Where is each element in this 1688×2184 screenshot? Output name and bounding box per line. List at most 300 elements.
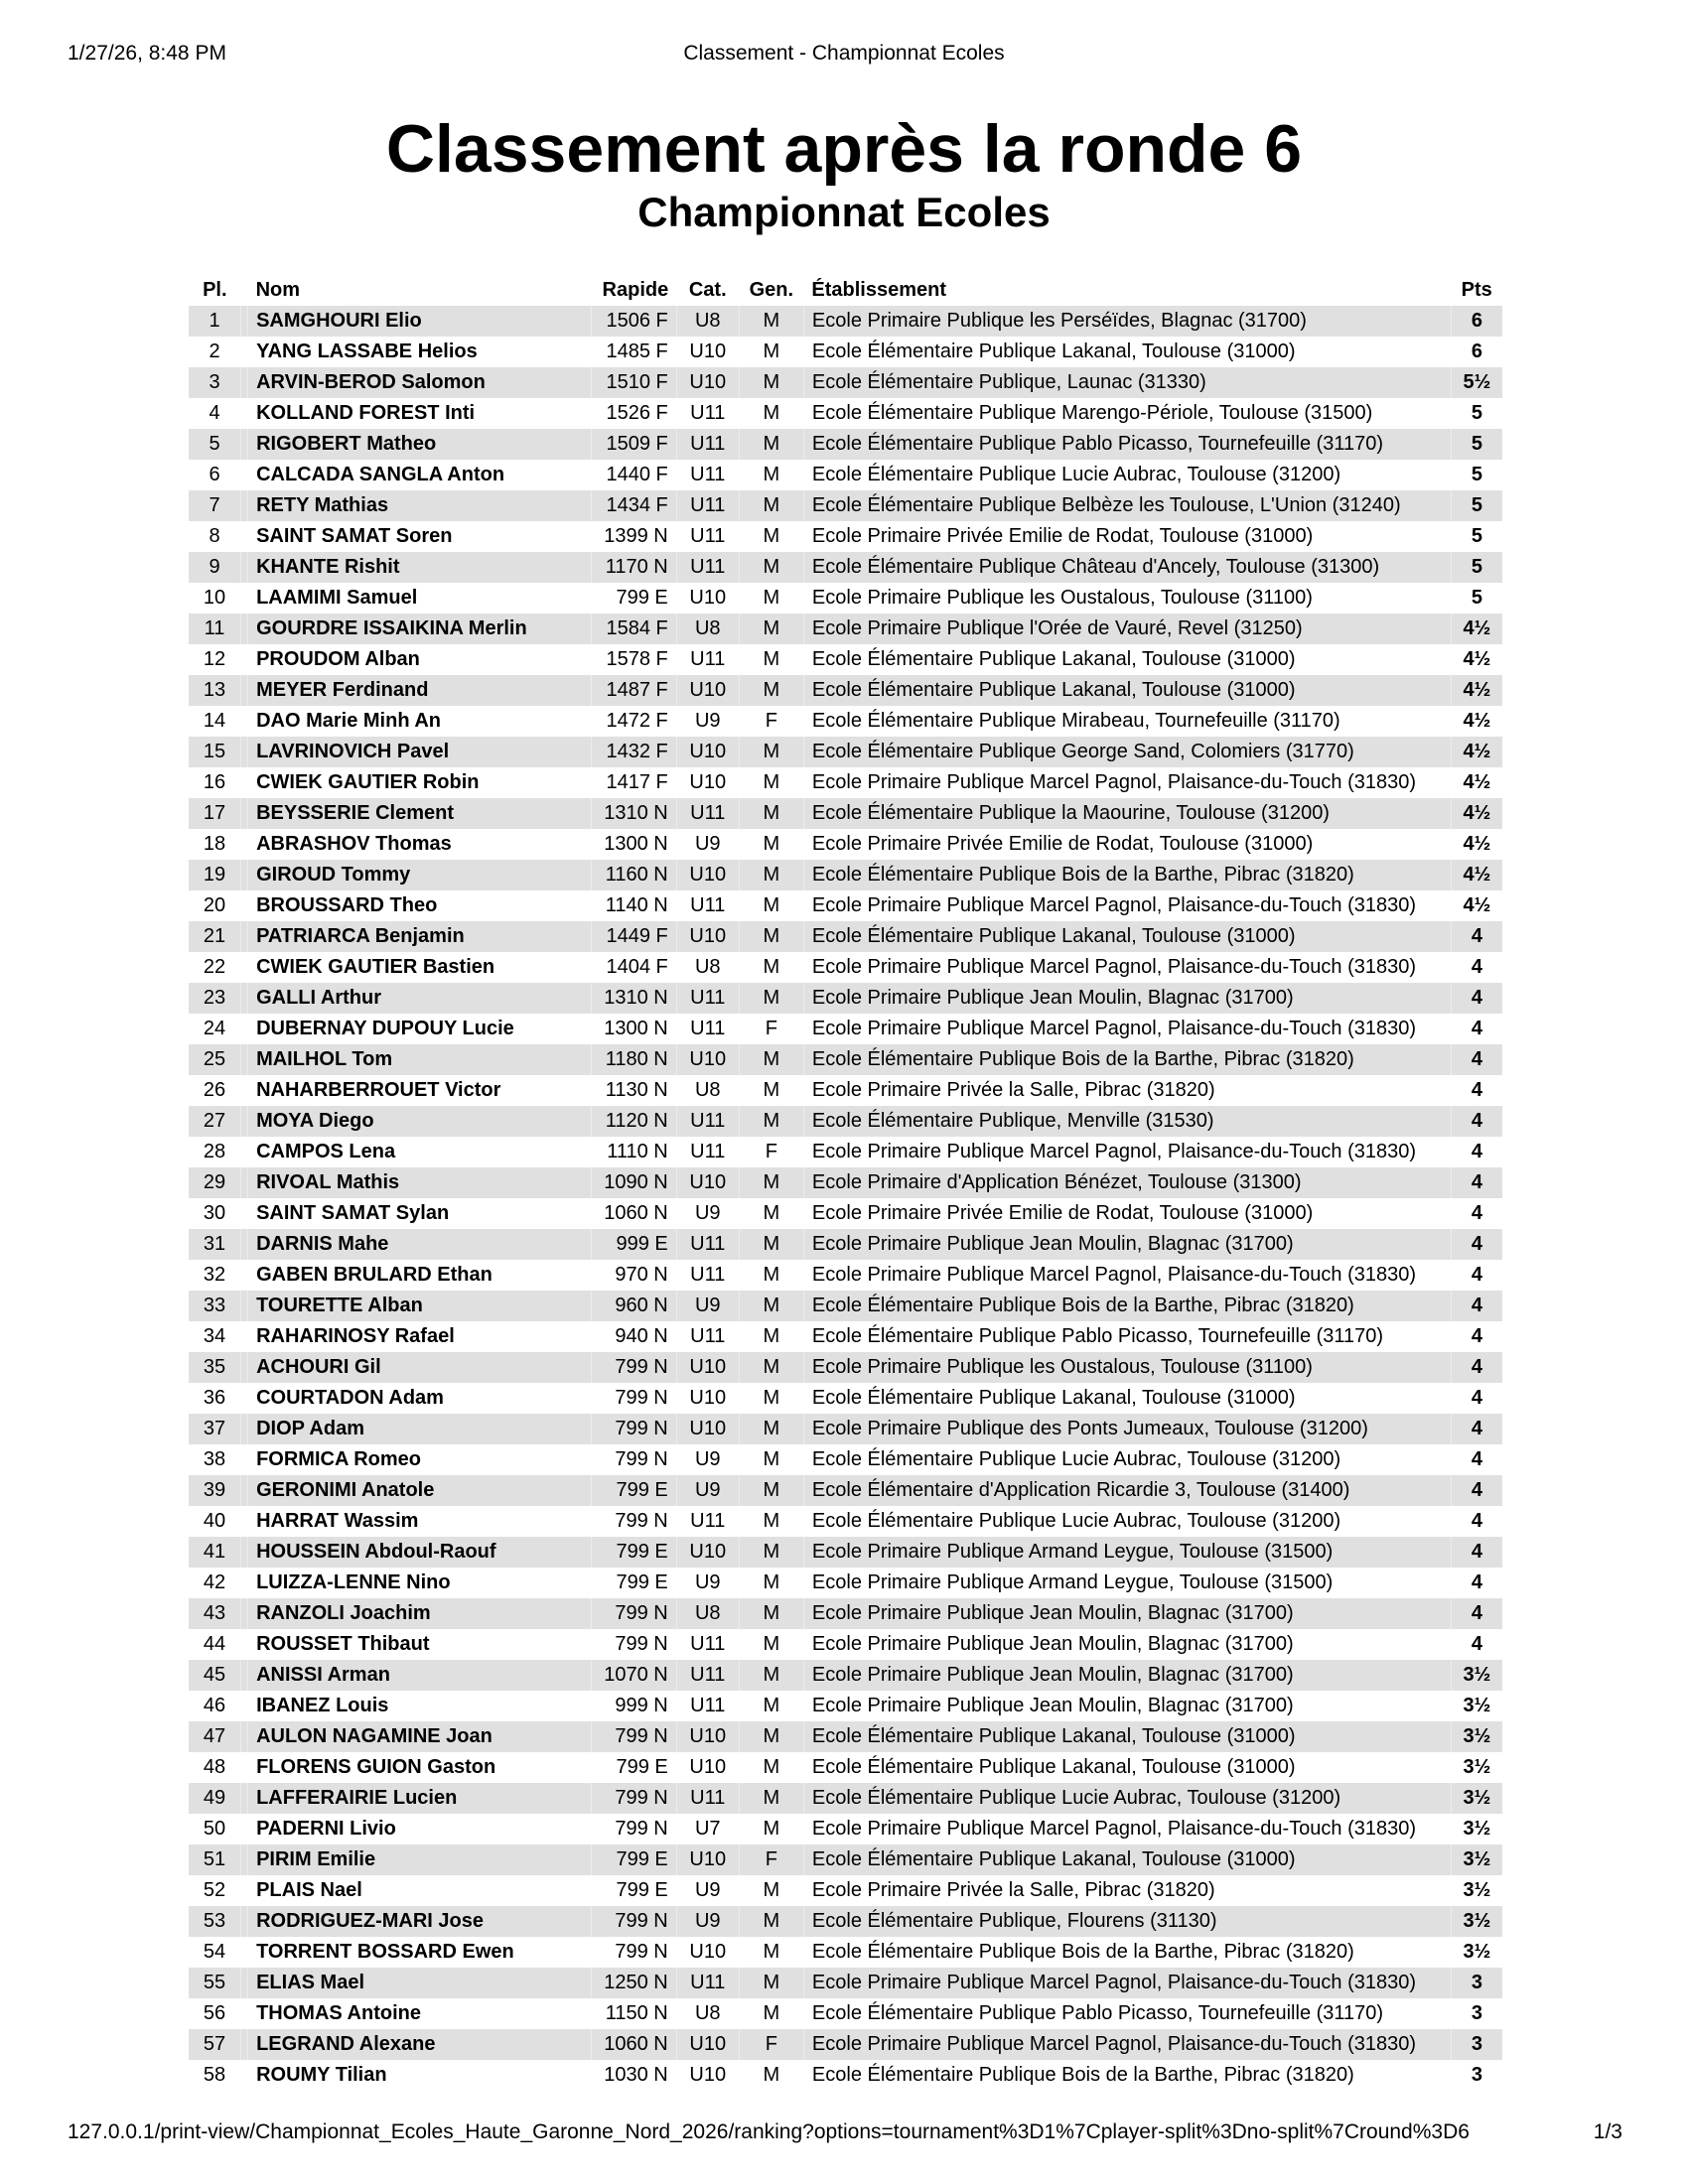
cell-points: 4 [1451,1075,1502,1106]
cell-gender: M [739,490,803,521]
cell-category: U8 [676,614,739,644]
cell-category: U11 [676,644,739,675]
table-row [189,614,1502,644]
cell-gender: M [739,890,803,921]
cell-club: Ecole Primaire Privée la Salle, Pibrac (31820) [803,1875,1451,1906]
cell-gender: M [739,1906,803,1937]
cell-player-name: SAMGHOURI Elio [248,306,592,337]
cell-place: 39 [189,1475,241,1506]
cell-category: U11 [676,798,739,829]
cell-player-name: SAINT SAMAT Soren [248,521,592,552]
cell-rating: 1070 N [591,1660,676,1691]
cell-rating: 1404 F [591,952,676,983]
cell-player-name: PROUDOM Alban [248,644,592,675]
cell-place: 22 [203,956,226,978]
cell-points: 4 [1451,1352,1502,1383]
cell-category: U11 [676,1968,739,1998]
cell-points: 4 [1451,1198,1502,1229]
cell-category: U10 [676,1383,739,1414]
cell-points: 4 [1451,952,1502,983]
table-row [189,521,1502,552]
cell-points: 4 [1451,1137,1502,1167]
print-footer-page: 1/3 [1593,2120,1622,2143]
cell-player-name: RETY Mathias [248,490,592,521]
cell-gender: M [739,1414,803,1444]
cell-gender: M [739,1506,803,1537]
cell-club: Ecole Primaire Publique des Ponts Jumeaux, Toulouse (31200) [803,1414,1451,1444]
table-row [189,306,1502,337]
cell-place: 40 [203,1510,226,1532]
cell-title-spacer [241,490,248,521]
cell-place: 8 [209,525,220,547]
cell-category: U9 [676,1444,739,1475]
cell-category: U11 [676,429,739,460]
cell-rating: 799 E [591,1875,676,1906]
cell-category: U11 [676,1106,739,1137]
page-title: Classement après la ronde 6 [385,111,1303,187]
cell-rating: 799 N [591,1444,676,1475]
cell-rating: 1060 N [591,2029,676,2060]
cell-club: Ecole Primaire Publique Marcel Pagnol, Plaisance-du-Touch (31830) [803,1968,1451,1998]
cell-category: U10 [676,367,739,398]
table-row [189,490,1502,521]
cell-player-name: SAINT SAMAT Sylan [248,1198,592,1229]
cell-category: U9 [676,829,739,860]
cell-rating: 1526 F [591,398,676,429]
cell-rating: 1180 N [591,1044,676,1075]
cell-gender: M [739,1629,803,1660]
cell-category: U11 [676,1629,739,1660]
cell-title-spacer [241,429,248,460]
cell-category: U11 [676,1260,739,1291]
cell-place: 56 [203,2002,226,2024]
cell-club: Ecole Élémentaire Publique Lakanal, Toulouse (31000) [803,1383,1451,1414]
cell-club: Ecole Élémentaire Publique Pablo Picasso, Tournefeuille (31170) [803,1998,1451,2029]
cell-title-spacer [241,1229,248,1260]
table-row [189,1229,1502,1260]
cell-category: U11 [676,1014,739,1044]
cell-title-spacer [241,798,248,829]
table-row [189,798,1502,829]
table-header-row [189,274,1502,306]
cell-place: 31 [189,1229,241,1260]
cell-category: U10 [676,1844,739,1875]
cell-gender: M [739,1321,803,1352]
cell-rating: 799 E [591,1844,676,1875]
cell-gender: M [739,1075,803,1106]
cell-club: Ecole Primaire Publique les Perséïdes, Blagnac (31700) [803,306,1451,337]
cell-player-name: ARVIN-BEROD Salomon [248,367,592,398]
cell-gender: M [739,1444,803,1475]
cell-gender: M [739,1229,803,1260]
cell-club: Ecole Primaire Publique Armand Leygue, Toulouse (31500) [803,1568,1451,1598]
cell-gender: M [739,429,803,460]
cell-player-name: TORRENT BOSSARD Ewen [248,1937,592,1968]
cell-gender: M [739,2060,803,2091]
cell-club: Ecole Primaire Publique Marcel Pagnol, Plaisance-du-Touch (31830) [803,1014,1451,1044]
table-row [189,1444,1502,1475]
cell-gender: M [739,583,803,614]
cell-rating: 799 N [591,1629,676,1660]
cell-points: 4 [1451,1167,1502,1198]
cell-points: 5½ [1451,367,1502,398]
cell-club: Ecole Élémentaire Publique Bois de la Barthe, Pibrac (31820) [803,2060,1451,2091]
cell-player-name: MAILHOL Tom [248,1044,592,1075]
cell-category: U10 [676,1937,739,1968]
cell-player-name: GOURDRE ISSAIKINA Merlin [248,614,592,644]
cell-points: 5 [1451,429,1502,460]
cell-category: U10 [676,2060,739,2091]
table-row [189,460,1502,490]
cell-rating: 1030 N [591,2060,676,2091]
cell-points: 5 [1451,460,1502,490]
cell-title-spacer [241,1752,248,1783]
cell-rating: 1060 N [591,1198,676,1229]
cell-points: 4½ [1451,829,1502,860]
cell-category: U9 [676,1198,739,1229]
cell-player-name: HARRAT Wassim [248,1506,592,1537]
cell-points: 4 [1451,1568,1502,1598]
cell-title-spacer [241,1106,248,1137]
cell-title-spacer [241,2060,248,2091]
cell-place: 35 [189,1352,241,1383]
cell-player-name: GERONIMI Anatole [248,1475,592,1506]
table-row [189,921,1502,952]
cell-player-name: COURTADON Adam [248,1383,592,1414]
cell-title-spacer [241,614,248,644]
cell-points: 4½ [1451,614,1502,644]
cell-title-spacer [241,706,248,737]
cell-gender: M [739,860,803,890]
cell-gender: M [739,921,803,952]
table-row [189,1167,1502,1198]
table-row [189,1937,1502,1968]
cell-place: 33 [189,1291,241,1321]
page-subtitle: Championnat Ecoles [637,189,1051,235]
cell-player-name: MOYA Diego [248,1106,592,1137]
cell-category: U11 [676,1660,739,1691]
cell-title-spacer [241,583,248,614]
cell-club: Ecole Primaire Privée Emilie de Rodat, Toulouse (31000) [803,521,1451,552]
cell-category: U11 [676,490,739,521]
cell-category: U10 [676,337,739,367]
table-row [189,1783,1502,1814]
cell-category: U11 [676,1691,739,1721]
cell-player-name: YANG LASSABE Helios [248,337,592,367]
cell-club: Ecole Élémentaire Publique Marengo-Périole, Toulouse (31500) [803,398,1451,429]
cell-rating: 799 N [591,1721,676,1752]
cell-club: Ecole Élémentaire Publique Lucie Aubrac, Toulouse (31200) [803,1506,1451,1537]
cell-gender: M [739,1998,803,2029]
cell-player-name: PADERNI Livio [248,1814,592,1844]
cell-place: 47 [189,1721,241,1752]
cell-rating: 1449 F [591,921,676,952]
cell-player-name: RIGOBERT Matheo [248,429,592,460]
cell-player-name: RIVOAL Mathis [248,1167,592,1198]
cell-rating: 1110 N [591,1137,676,1167]
cell-title-spacer [241,367,248,398]
cell-points: 6 [1451,306,1502,337]
cell-place: 49 [189,1783,241,1814]
table-row [189,983,1502,1014]
cell-gender: F [739,2029,803,2060]
cell-category: U8 [676,1598,739,1629]
cell-player-name: NAHARBERROUET Victor [248,1075,592,1106]
cell-gender: M [739,1537,803,1568]
cell-club: Ecole Élémentaire Publique, Flourens (31130) [803,1906,1451,1937]
cell-club: Ecole Élémentaire Publique Bois de la Barthe, Pibrac (31820) [803,1044,1451,1075]
header-club: Établissement [811,278,947,301]
cell-place: 42 [203,1571,226,1593]
cell-club: Ecole Élémentaire Publique Bois de la Barthe, Pibrac (31820) [803,1291,1451,1321]
cell-place: 10 [203,587,226,609]
cell-club: Ecole Élémentaire Publique Bois de la Barthe, Pibrac (31820) [803,1937,1451,1968]
cell-gender: M [739,1383,803,1414]
cell-gender: M [739,1783,803,1814]
cell-title-spacer [241,1014,248,1044]
cell-player-name: ANISSI Arman [248,1660,592,1691]
cell-club: Ecole Élémentaire Publique Lucie Aubrac, Toulouse (31200) [803,1783,1451,1814]
cell-place: 25 [189,1044,241,1075]
cell-place: 15 [189,737,241,767]
cell-category: U9 [676,1475,739,1506]
cell-place: 43 [189,1598,241,1629]
cell-category: U11 [676,398,739,429]
cell-place: 4 [209,402,220,424]
cell-rating: 1300 N [591,829,676,860]
header-rating: Rapide [602,278,669,301]
cell-place: 21 [189,921,241,952]
cell-gender: M [739,767,803,798]
cell-title-spacer [241,337,248,367]
cell-points: 4 [1451,1629,1502,1660]
cell-place: 16 [203,771,226,793]
cell-title-spacer [241,829,248,860]
cell-gender: M [739,614,803,644]
cell-player-name: IBANEZ Louis [248,1691,592,1721]
cell-player-name: DUBERNAY DUPOUY Lucie [248,1014,592,1044]
table-row [189,1968,1502,1998]
cell-title-spacer [241,1444,248,1475]
cell-title-spacer [241,1598,248,1629]
table-row [189,1506,1502,1537]
cell-rating: 999 N [591,1691,676,1721]
table-row [189,1875,1502,1906]
cell-gender: M [739,1291,803,1321]
cell-place: 34 [203,1325,226,1347]
cell-player-name: ROUMY Tilian [248,2060,592,2091]
table-row [189,1475,1502,1506]
cell-title-spacer [241,460,248,490]
cell-club: Ecole Élémentaire Publique Lakanal, Toulouse (31000) [803,921,1451,952]
table-row [189,890,1502,921]
cell-title-spacer [241,767,248,798]
cell-title-spacer [241,983,248,1014]
cell-title-spacer [241,1937,248,1968]
cell-place: 30 [203,1202,226,1224]
cell-title-spacer [241,1814,248,1844]
cell-club: Ecole Élémentaire Publique, Menville (31530) [803,1106,1451,1137]
cell-place: 20 [203,894,226,916]
cell-club: Ecole Primaire Publique Jean Moulin, Blagnac (31700) [803,1598,1451,1629]
cell-rating: 1417 F [591,767,676,798]
cell-points: 3 [1451,1998,1502,2029]
cell-place: 13 [189,675,241,706]
cell-points: 4 [1451,1044,1502,1075]
cell-title-spacer [241,306,248,337]
cell-place: 12 [203,648,226,670]
cell-points: 4 [1451,1598,1502,1629]
table-row [189,583,1502,614]
table-row [189,1260,1502,1291]
cell-player-name: ELIAS Mael [248,1968,592,1998]
header-points: Pts [1461,278,1492,301]
cell-place: 50 [203,1818,226,1840]
cell-title-spacer [241,952,248,983]
table-row [189,1752,1502,1783]
print-header-title: Classement - Championnat Ecoles [683,42,1005,65]
cell-gender: F [739,1844,803,1875]
table-row [189,1106,1502,1137]
cell-club: Ecole Primaire d'Application Bénézet, Toulouse (31300) [803,1167,1451,1198]
cell-category: U10 [676,737,739,767]
cell-rating: 1578 F [591,644,676,675]
cell-gender: M [739,1598,803,1629]
cell-title-spacer [241,1537,248,1568]
cell-rating: 1509 F [591,429,676,460]
cell-title-spacer [241,1968,248,1998]
cell-category: U10 [676,583,739,614]
cell-title-spacer [241,1260,248,1291]
cell-category: U9 [676,1875,739,1906]
cell-gender: M [739,798,803,829]
cell-rating: 940 N [591,1321,676,1352]
cell-points: 3½ [1451,1752,1502,1783]
cell-club: Ecole Élémentaire Publique Belbèze les Toulouse, L'Union (31240) [803,490,1451,521]
cell-title-spacer [241,1167,248,1198]
cell-title-spacer [241,552,248,583]
cell-rating: 1160 N [591,860,676,890]
cell-gender: M [739,644,803,675]
cell-club: Ecole Primaire Publique Marcel Pagnol, Plaisance-du-Touch (31830) [803,890,1451,921]
cell-player-name: LAVRINOVICH Pavel [248,737,592,767]
cell-place: 24 [203,1018,226,1039]
cell-points: 5 [1451,552,1502,583]
cell-title-spacer [241,1291,248,1321]
cell-points: 3½ [1451,1814,1502,1844]
cell-category: U10 [676,2029,739,2060]
cell-player-name: DIOP Adam [248,1414,592,1444]
ranking-table [189,274,1502,2091]
cell-place: 2 [209,341,220,362]
cell-gender: M [739,983,803,1014]
cell-player-name: MEYER Ferdinand [248,675,592,706]
cell-points: 4 [1451,921,1502,952]
cell-points: 4½ [1451,675,1502,706]
cell-gender: M [739,1937,803,1968]
cell-category: U10 [676,1414,739,1444]
cell-title-spacer [241,890,248,921]
cell-place: 17 [189,798,241,829]
cell-rating: 1310 N [591,983,676,1014]
table-row [189,1537,1502,1568]
cell-place: 58 [203,2064,226,2086]
cell-place: 53 [189,1906,241,1937]
cell-category: U8 [676,1998,739,2029]
cell-gender: M [739,460,803,490]
cell-title-spacer [241,737,248,767]
cell-category: U10 [676,860,739,890]
ranking-body [189,306,1502,2091]
cell-points: 4 [1451,1321,1502,1352]
cell-place: 37 [189,1414,241,1444]
cell-points: 5 [1451,521,1502,552]
cell-player-name: LAAMIMI Samuel [248,583,592,614]
cell-player-name: PIRIM Emilie [248,1844,592,1875]
cell-club: Ecole Élémentaire Publique Mirabeau, Tournefeuille (31170) [803,706,1451,737]
table-row [189,1598,1502,1629]
header-name: Nom [255,278,301,301]
cell-points: 4½ [1451,860,1502,890]
cell-gender: F [739,1137,803,1167]
cell-rating: 1300 N [591,1014,676,1044]
cell-points: 4 [1451,1444,1502,1475]
cell-gender: M [739,1167,803,1198]
table-row [189,337,1502,367]
cell-points: 4½ [1451,890,1502,921]
cell-rating: 999 E [591,1229,676,1260]
cell-rating: 799 E [591,583,676,614]
table-row [189,1014,1502,1044]
cell-category: U10 [676,1044,739,1075]
cell-category: U11 [676,1229,739,1260]
cell-points: 4 [1451,1260,1502,1291]
cell-title-spacer [241,921,248,952]
cell-points: 4 [1451,1475,1502,1506]
cell-place: 9 [189,552,241,583]
table-row [189,706,1502,737]
cell-title-spacer [241,1568,248,1598]
cell-club: Ecole Primaire Publique les Oustalous, Toulouse (31100) [803,583,1451,614]
cell-club: Ecole Primaire Publique Marcel Pagnol, Plaisance-du-Touch (31830) [803,2029,1451,2060]
cell-title-spacer [241,860,248,890]
cell-club: Ecole Élémentaire Publique Pablo Picasso, Tournefeuille (31170) [803,429,1451,460]
cell-rating: 1170 N [591,552,676,583]
cell-points: 4 [1451,1506,1502,1537]
cell-points: 3 [1451,2060,1502,2091]
cell-category: U11 [676,552,739,583]
cell-gender: M [739,952,803,983]
cell-gender: M [739,1721,803,1752]
cell-rating: 1399 N [591,521,676,552]
cell-player-name: LEGRAND Alexane [248,2029,592,2060]
cell-points: 4½ [1451,706,1502,737]
cell-title-spacer [241,1875,248,1906]
table-row [189,767,1502,798]
header-title-spacer [241,274,248,306]
cell-points: 3½ [1451,1937,1502,1968]
cell-player-name: KOLLAND FOREST Inti [248,398,592,429]
cell-rating: 1150 N [591,1998,676,2029]
table-row [189,1044,1502,1075]
cell-rating: 960 N [591,1291,676,1321]
cell-points: 3 [1451,2029,1502,2060]
cell-points: 4½ [1451,644,1502,675]
cell-gender: M [739,1968,803,1998]
cell-club: Ecole Élémentaire Publique la Maourine, Toulouse (31200) [803,798,1451,829]
table-row [189,1844,1502,1875]
cell-points: 3½ [1451,1875,1502,1906]
